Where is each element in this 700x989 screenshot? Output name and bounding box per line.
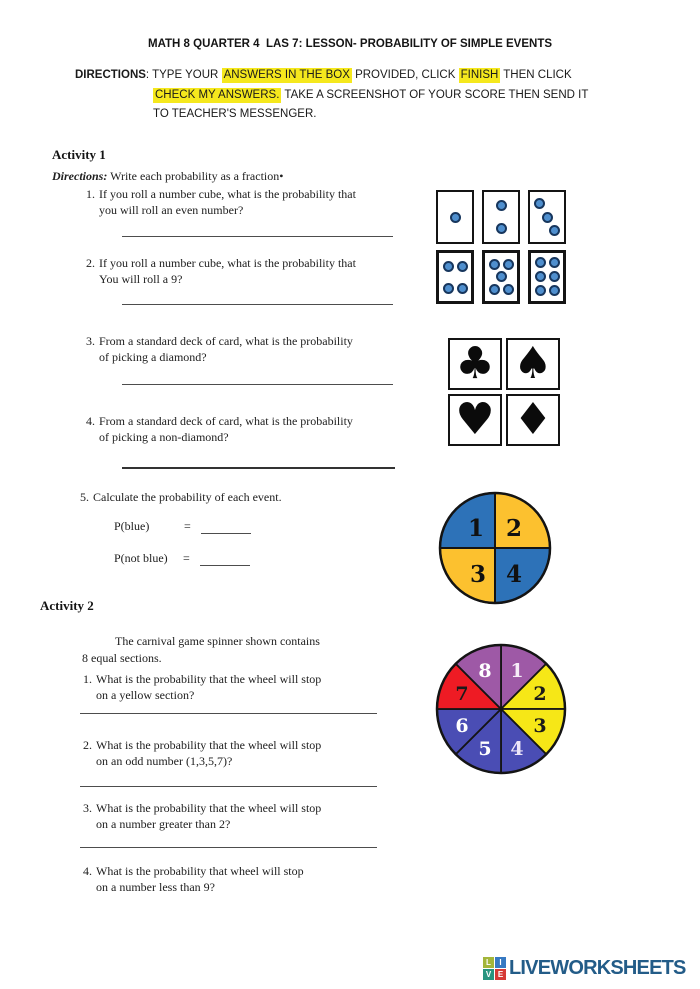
- die-2: [482, 190, 520, 244]
- a1-question-3: [86, 333, 353, 365]
- liveworksheets-logo-icon: [483, 957, 506, 980]
- highlight-answers-in-the-box: ANSWERS IN THE BOX: [223, 69, 350, 81]
- a2-question-3: [83, 800, 321, 832]
- directions-label: DIRECTIONS: [75, 69, 146, 81]
- die-4: [436, 250, 474, 304]
- spinner8-label-1: 1: [510, 660, 524, 682]
- diamond-card: [506, 394, 560, 446]
- answer-blank-a1-q4[interactable]: [122, 467, 395, 469]
- logo-tile-i: I: [495, 957, 506, 968]
- question-text: What is the probability that the wheel will stop on a yellow section?: [96, 672, 322, 702]
- spinner8-label-8: 8: [478, 660, 492, 682]
- highlight-check-my-answers: CHECK MY ANSWERS.: [155, 88, 280, 101]
- question-number: 1.: [83, 672, 92, 686]
- page-title: MATH 8 QUARTER 4 LAS 7: LESSON- PROBABILITY OF SIMPLE EVENTS: [147, 38, 553, 50]
- a1-question-1: [86, 186, 356, 218]
- directions-text: TO TEACHER'S MESSENGER.: [153, 108, 317, 120]
- spinner8-label-2: 2: [533, 683, 547, 705]
- p-blue-equals: =: [184, 519, 191, 533]
- directions-text: TAKE A SCREENSHOT OF YOUR SCORE THEN SEND IT: [281, 88, 589, 101]
- a2-question-4: [83, 863, 304, 895]
- activity1-directions-text: Write each probability as a fraction: [107, 169, 280, 183]
- logo-tile-v: V: [483, 969, 494, 980]
- club-suit-icon: ♣: [455, 338, 495, 389]
- question-text: What is the probability that the wheel will stop on a number greater than 2?: [96, 801, 322, 831]
- activity2-heading: Activity 2: [40, 598, 94, 613]
- diamond-suit-icon: ♦: [513, 394, 553, 445]
- question-text: From a standard deck of card, what is the probability of picking a diamond?: [99, 334, 353, 364]
- directions-line-3: [75, 105, 595, 125]
- activity1-heading: Activity 1: [52, 147, 106, 162]
- question-number: 4.: [86, 414, 95, 428]
- spinner4-label-1: 1: [467, 515, 485, 542]
- a1-question-5: [80, 489, 282, 505]
- a1-question-4: [86, 413, 353, 445]
- die-1: [436, 190, 474, 244]
- spade-suit-icon: ♠: [513, 338, 553, 389]
- question-text: What is the probability that wheel will stop on a number less than 9?: [96, 864, 304, 894]
- answer-blank-a1-q3[interactable]: [122, 384, 393, 385]
- liveworksheets-logo[interactable]: [483, 957, 686, 980]
- directions-text: THEN CLICK: [500, 69, 572, 81]
- spinner-4-sections: [437, 490, 553, 606]
- answer-blank-p-blue[interactable]: [201, 533, 251, 534]
- spade-card: [506, 338, 560, 390]
- logo-tile-e: E: [495, 969, 506, 980]
- answer-blank-a1-q1[interactable]: [122, 236, 393, 237]
- spinner4-label-2: 2: [505, 515, 523, 542]
- dice-image: [436, 190, 566, 304]
- question-text: If you roll a number cube, what is the probability that you will roll an even number?: [99, 187, 356, 217]
- question-number: 4.: [83, 864, 92, 878]
- question-text: If you roll a number cube, what is the probability that You will roll a 9?: [99, 256, 356, 286]
- spinner8-label-7: 7: [455, 683, 469, 705]
- a2-question-2: [83, 737, 321, 769]
- answer-blank-a1-q2[interactable]: [122, 304, 393, 305]
- question-text: Calculate the probability of each event.: [93, 490, 282, 504]
- spinner8-label-3: 3: [533, 715, 547, 737]
- directions-line-1: [75, 66, 595, 86]
- answer-blank-a2-q3[interactable]: [80, 847, 377, 848]
- die-5: [482, 250, 520, 304]
- p-not-blue-label: P(not blue): [114, 551, 168, 565]
- a1-question-2: [86, 255, 356, 287]
- directions-text: : TYPE YOUR: [145, 69, 222, 81]
- answer-blank-a2-q2[interactable]: [80, 786, 377, 787]
- a2-question-1: [83, 671, 321, 703]
- spinner8-label-4: 4: [510, 738, 524, 760]
- p-not-blue-equals: =: [183, 551, 190, 565]
- directions-line-2: [75, 86, 595, 106]
- card-suits-image: [448, 338, 560, 446]
- bullet-dot: •: [279, 169, 284, 183]
- question-number: 2.: [86, 256, 95, 270]
- logo-tile-l: L: [483, 957, 494, 968]
- spinner8-label-6: 6: [455, 715, 469, 737]
- spinner8-label-5: 5: [478, 738, 492, 760]
- question-number: 3.: [86, 334, 95, 348]
- club-card: [448, 338, 502, 390]
- activity1-directions: [52, 168, 283, 184]
- heart-suit-icon: ♥: [455, 394, 495, 445]
- die-3: [528, 190, 566, 244]
- question-text: What is the probability that the wheel will stop on an odd number (1,3,5,7)?: [96, 738, 322, 768]
- question-number: 5.: [80, 490, 89, 504]
- heart-card: [448, 394, 502, 446]
- highlight-finish: FINISH: [460, 69, 499, 81]
- question-number: 2.: [83, 738, 92, 752]
- directions-block: [75, 66, 595, 125]
- question-text: From a standard deck of card, what is the probability of picking a non-diamond?: [99, 414, 353, 444]
- directions-text: PROVIDED, CLICK: [351, 69, 459, 81]
- activity2-intro-line2: 8 equal sections.: [82, 651, 162, 665]
- spinner-8-sections: [434, 642, 568, 776]
- question-number: 3.: [83, 801, 92, 815]
- activity2-intro-line1: The carnival game spinner shown contains: [115, 634, 320, 648]
- question-number: 1.: [86, 187, 95, 201]
- liveworksheets-logo-text: LIVEWORKSHEETS: [509, 957, 686, 979]
- answer-blank-a2-q1[interactable]: [80, 713, 377, 714]
- activity1-directions-label: Directions:: [52, 169, 108, 183]
- p-blue-label: P(blue): [114, 519, 150, 533]
- spinner4-label-3: 3: [469, 561, 487, 588]
- answer-blank-p-not-blue[interactable]: [200, 565, 250, 566]
- spinner4-label-4: 4: [505, 561, 523, 588]
- die-6: [528, 250, 566, 304]
